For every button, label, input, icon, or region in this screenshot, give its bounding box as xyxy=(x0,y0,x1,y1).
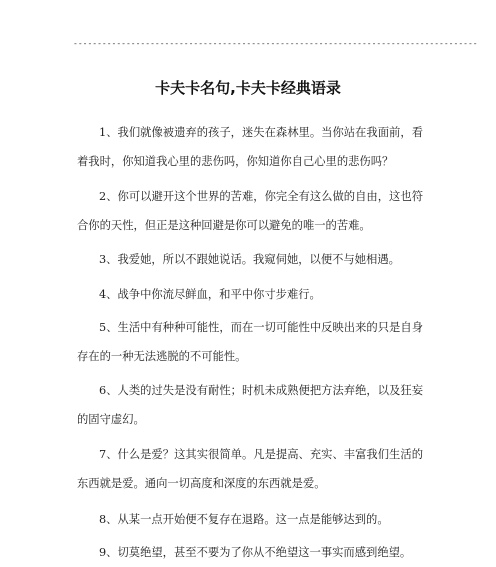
quote-paragraph: 3、我爱她，所以不跟她说话。我窥伺她，以便不与她相遇。 xyxy=(99,253,400,266)
quote-paragraph: 2、你可以避开这个世界的苦难，你完全有这么做的自由，这也符合你的天性，但正是这种回避是你可以避免的唯一的苦难。 xyxy=(77,190,423,232)
header-rule: ------------------------------------------------------------------------------------ xyxy=(73,39,478,48)
quote-paragraph: 9、切莫绝望，甚至不要为了你从不绝望这一事实而感到绝望。 xyxy=(99,546,412,559)
page-title: 卡夫卡名句,卡夫卡经典语录 xyxy=(155,79,341,97)
quote-paragraph: 8、从某一点开始便不复存在退路。这一点是能够达到的。 xyxy=(99,513,389,526)
quote-paragraph: 6、人类的过失是没有耐性；时机未成熟便把方法弃绝，以及狂妄的固守虚幻。 xyxy=(77,384,423,426)
quote-paragraph: 4、战争中你流尽鲜血，和平中你寸步难行。 xyxy=(99,288,321,301)
quote-paragraph: 5、生活中有种种可能性，而在一切可能性中反映出来的只是自身存在的一种无法逃脱的不可能性。 xyxy=(77,321,423,363)
quote-paragraph: 7、什么是爱？这其实很简单。凡是提高、充实、丰富我们生活的东西就是爱。通向一切高度和深度的东西就是爱。 xyxy=(77,448,423,490)
quote-paragraph: 1、我们就像被遗弃的孩子，迷失在森林里。当你站在我面前，看着我时，你知道我心里的悲伤吗，你知道你自己心里的悲伤吗？ xyxy=(77,126,423,168)
